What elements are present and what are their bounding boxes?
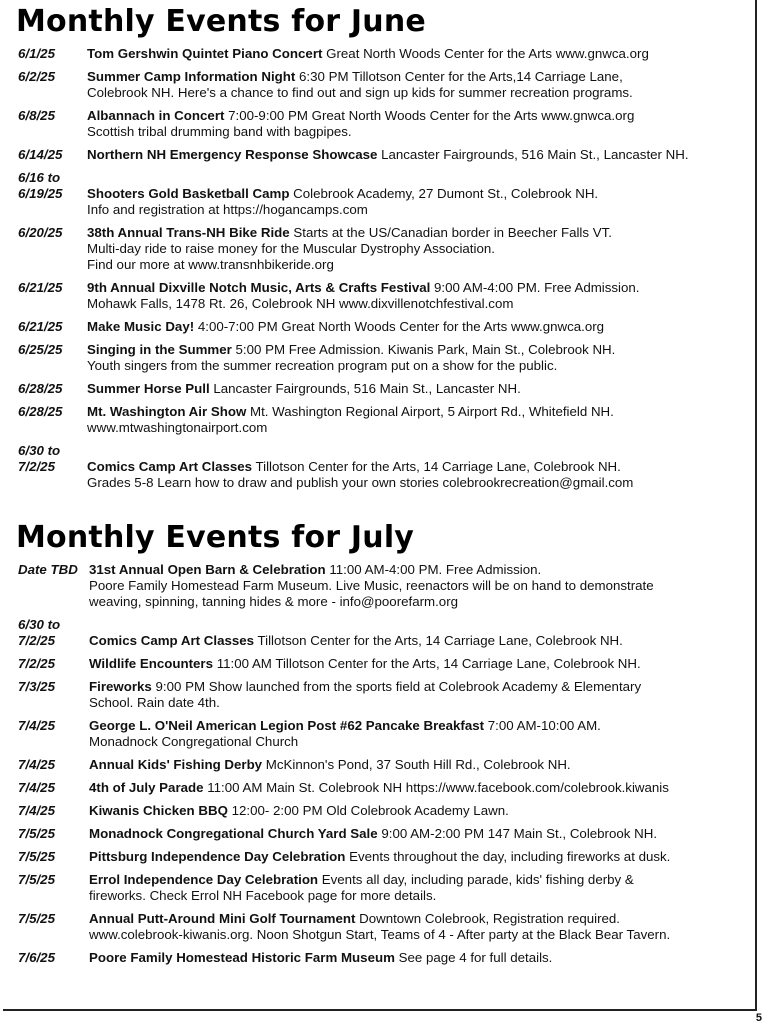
event-details: Tillotson Center for the Arts, 14 Carriage Lane, Colebrook NH.	[254, 633, 623, 648]
event-description	[87, 342, 748, 374]
event-details: Lancaster Fairgrounds, 516 Main St., Lancaster NH.	[209, 381, 521, 396]
event-title: Summer Horse Pull	[87, 381, 210, 396]
event-item	[18, 342, 748, 374]
event-first-line	[87, 108, 748, 124]
event-date: 6/16 to 6/19/25	[18, 170, 63, 201]
event-detail-line: www.colebrook-kiwanis.org. Noon Shotgun Start, Teams of 4 - After party at the Black Bear Tavern.	[89, 927, 671, 942]
event-first-line	[89, 872, 748, 888]
event-date: 6/21/25	[18, 280, 63, 295]
event-details: 9:00 PM Show launched from the sports field at Colebrook Academy & Elementary	[151, 679, 642, 694]
event-title: Comics Camp Art Classes	[89, 633, 255, 648]
event-description	[87, 69, 748, 101]
event-item	[18, 108, 748, 140]
event-item	[18, 656, 748, 672]
event-first-line	[87, 342, 748, 358]
event-first-line	[89, 911, 748, 927]
event-item	[18, 849, 748, 865]
event-date: 7/5/25	[18, 849, 55, 864]
event-date: 7/5/25	[18, 872, 55, 887]
event-title: Poore Family Homestead Historic Farm Museum	[89, 950, 395, 965]
event-item	[18, 46, 748, 62]
event-details: Great North Woods Center for the Arts www.gnwca.org	[322, 46, 649, 61]
event-first-line	[89, 679, 748, 695]
event-first-line	[87, 46, 748, 62]
event-first-line	[87, 225, 748, 241]
event-date: 6/21/25	[18, 319, 63, 334]
july-heading: Monthly Events for July	[16, 520, 415, 555]
event-details: 5:00 PM Free Admission. Kiwanis Park, Main St., Colebrook NH.	[231, 342, 616, 357]
event-first-line	[87, 404, 748, 420]
event-title: Mt. Washington Air Show	[87, 404, 247, 419]
event-first-line	[87, 69, 748, 85]
event-first-line	[87, 186, 748, 202]
event-details: McKinnon's Pond, 37 South Hill Rd., Colebrook NH.	[262, 757, 571, 772]
event-detail-line: www.mtwashingtonairport.com	[87, 420, 268, 435]
event-item	[18, 757, 748, 773]
event-title: Wildlife Encounters	[89, 656, 213, 671]
event-item	[18, 617, 748, 649]
event-date: 6/28/25	[18, 404, 63, 419]
event-title: Singing in the Summer	[87, 342, 232, 357]
event-first-line	[87, 280, 748, 296]
event-description	[87, 147, 748, 163]
event-item	[18, 950, 748, 966]
event-item	[18, 780, 748, 796]
event-date: 7/4/25	[18, 780, 55, 795]
event-details: 11:00 AM-4:00 PM. Free Admission.	[325, 562, 542, 577]
event-detail-line: fireworks. Check Errol NH Facebook page for more details.	[89, 888, 437, 903]
event-detail-line: Find our more at www.transnhbikeride.org	[87, 257, 334, 272]
event-detail-line: Info and registration at https://hogancamps.com	[87, 202, 368, 217]
event-item	[18, 69, 748, 101]
event-title: 9th Annual Dixville Notch Music, Arts & Crafts Festival	[87, 280, 431, 295]
event-first-line	[89, 633, 748, 649]
event-description	[89, 562, 748, 610]
event-details: 9:00 AM-2:00 PM 147 Main St., Colebrook NH.	[377, 826, 658, 841]
event-description	[87, 225, 748, 273]
event-item	[18, 803, 748, 819]
event-description	[89, 656, 748, 672]
event-detail-line: Poore Family Homestead Farm Museum. Live Music, reenactors will be on hand to demonstrate	[89, 578, 654, 593]
event-description	[89, 803, 748, 819]
event-first-line	[89, 803, 748, 819]
event-title: George L. O'Neil American Legion Post #62 Pancake Breakfast	[89, 718, 485, 733]
event-description	[89, 679, 748, 711]
event-details: Tillotson Center for the Arts, 14 Carriage Lane, Colebrook NH.	[252, 459, 621, 474]
event-first-line	[89, 718, 748, 734]
event-item	[18, 911, 748, 943]
event-title: Errol Independence Day Celebration	[89, 872, 319, 887]
event-first-line	[87, 147, 748, 163]
event-detail-line: Monadnock Congregational Church	[89, 734, 299, 749]
event-description	[87, 108, 748, 140]
event-date: 7/3/25	[18, 679, 55, 694]
event-details: Colebrook Academy, 27 Dumont St., Colebrook NH.	[289, 186, 599, 201]
event-date: 7/5/25	[18, 911, 55, 926]
event-description	[87, 319, 748, 335]
event-first-line	[89, 950, 748, 966]
event-title: Albannach in Concert	[87, 108, 225, 123]
event-description	[89, 780, 748, 796]
event-details: 11:00 AM Main St. Colebrook NH https://www.facebook.com/colebrook.kiwanis	[203, 780, 669, 795]
event-details: 12:00- 2:00 PM Old Colebrook Academy Lawn.	[227, 803, 509, 818]
event-item	[18, 280, 748, 312]
event-details: Events throughout the day, including fireworks at dusk.	[345, 849, 671, 864]
event-first-line	[89, 757, 748, 773]
event-item	[18, 679, 748, 711]
july-section	[18, 518, 748, 973]
event-details: See page 4 for full details.	[394, 950, 553, 965]
event-description	[89, 826, 748, 842]
event-title: Summer Camp Information Night	[87, 69, 296, 84]
event-date: 6/30 to 7/2/25	[18, 617, 61, 648]
event-date: 6/2/25	[18, 69, 55, 84]
event-date: 7/5/25	[18, 826, 55, 841]
event-title: Shooters Gold Basketball Camp	[87, 186, 290, 201]
event-title: Annual Kids' Fishing Derby	[89, 757, 263, 772]
event-description	[89, 911, 748, 943]
event-first-line	[87, 459, 748, 475]
event-details: Lancaster Fairgrounds, 516 Main St., Lancaster NH.	[377, 147, 689, 162]
event-detail-line: Youth singers from the summer recreation program put on a show for the public.	[87, 358, 558, 373]
event-description	[87, 404, 748, 436]
event-title: 38th Annual Trans-NH Bike Ride	[87, 225, 290, 240]
event-description	[89, 718, 748, 750]
event-item	[18, 826, 748, 842]
event-date: 7/2/25	[18, 656, 55, 671]
july-event-list	[18, 562, 748, 966]
event-description	[89, 757, 748, 773]
june-heading: Monthly Events for June	[16, 4, 426, 39]
page-number: 5	[755, 1012, 762, 1024]
event-detail-line: School. Rain date 4th.	[89, 695, 220, 710]
event-date: 7/4/25	[18, 718, 55, 733]
event-first-line	[89, 562, 748, 578]
event-description	[89, 950, 748, 966]
event-item	[18, 319, 748, 335]
event-details: 7:00 AM-10:00 AM.	[484, 718, 601, 733]
event-first-line	[89, 780, 748, 796]
event-title: Pittsburg Independence Day Celebration	[89, 849, 346, 864]
event-title: Northern NH Emergency Response Showcase	[87, 147, 378, 162]
event-date: 7/6/25	[18, 950, 55, 965]
event-detail-line: Colebrook NH. Here's a chance to find out and sign up kids for summer recreation programs.	[87, 85, 633, 100]
event-details: 9:00 AM-4:00 PM. Free Admission.	[430, 280, 640, 295]
event-item	[18, 147, 748, 163]
event-date: 6/1/25	[18, 46, 55, 61]
event-description	[87, 280, 748, 312]
event-description	[89, 849, 748, 865]
event-date: 7/4/25	[18, 803, 55, 818]
event-date: 7/4/25	[18, 757, 55, 772]
event-date: 6/8/25	[18, 108, 55, 123]
event-item	[18, 562, 748, 610]
event-details: 7:00-9:00 PM Great North Woods Center for the Arts www.gnwca.org	[224, 108, 635, 123]
event-title: Make Music Day!	[87, 319, 195, 334]
event-title: 31st Annual Open Barn & Celebration	[89, 562, 326, 577]
event-first-line	[87, 381, 748, 397]
event-first-line	[89, 826, 748, 842]
event-title: Annual Putt-Around Mini Golf Tournament	[89, 911, 356, 926]
event-details: 11:00 AM Tillotson Center for the Arts, 14 Carriage Lane, Colebrook NH.	[213, 656, 641, 671]
event-item	[18, 718, 748, 750]
event-details: 6:30 PM Tillotson Center for the Arts,14 Carriage Lane,	[295, 69, 623, 84]
event-item	[18, 225, 748, 273]
event-date: 6/25/25	[18, 342, 63, 357]
event-description	[89, 872, 748, 904]
event-detail-line: weaving, spinning, tanning hides & more - info@poorefarm.org	[89, 594, 459, 609]
event-description	[87, 381, 748, 397]
event-title: Tom Gershwin Quintet Piano Concert	[87, 46, 323, 61]
event-first-line	[89, 849, 748, 865]
event-item	[18, 872, 748, 904]
event-detail-line: Multi-day ride to raise money for the Muscular Dystrophy Association.	[87, 241, 495, 256]
event-detail-line: Grades 5-8 Learn how to draw and publish your own stories colebrookrecreation@gmail.com	[87, 475, 634, 490]
event-title: 4th of July Parade	[89, 780, 204, 795]
event-detail-line: Scottish tribal drumming band with bagpipes.	[87, 124, 352, 139]
event-description	[87, 443, 748, 491]
event-details: Events all day, including parade, kids' fishing derby &	[318, 872, 634, 887]
june-section	[18, 2, 748, 498]
event-item	[18, 381, 748, 397]
event-title: Fireworks	[89, 679, 152, 694]
event-description	[87, 46, 748, 62]
event-details: Starts at the US/Canadian border in Beecher Falls VT.	[289, 225, 612, 240]
event-item	[18, 443, 748, 491]
event-date: Date TBD	[18, 562, 78, 577]
event-title: Monadnock Congregational Church Yard Sale	[89, 826, 378, 841]
event-date: 6/14/25	[18, 147, 63, 162]
event-title: Comics Camp Art Classes	[87, 459, 253, 474]
event-first-line	[87, 319, 748, 335]
event-title: Kiwanis Chicken BBQ	[89, 803, 228, 818]
event-details: Mt. Washington Regional Airport, 5 Airport Rd., Whitefield NH.	[246, 404, 614, 419]
event-description	[89, 617, 748, 649]
event-date: 6/30 to 7/2/25	[18, 443, 61, 474]
event-date: 6/28/25	[18, 381, 63, 396]
event-details: 4:00-7:00 PM Great North Woods Center for the Arts www.gnwca.org	[194, 319, 605, 334]
event-item	[18, 404, 748, 436]
event-detail-line: Mohawk Falls, 1478 Rt. 26, Colebrook NH www.dixvillenotchfestival.com	[87, 296, 514, 311]
event-details: Downtown Colebrook, Registration required.	[355, 911, 621, 926]
event-description	[87, 170, 748, 218]
event-item	[18, 170, 748, 218]
event-first-line	[89, 656, 748, 672]
event-date: 6/20/25	[18, 225, 63, 240]
june-event-list	[18, 46, 748, 491]
